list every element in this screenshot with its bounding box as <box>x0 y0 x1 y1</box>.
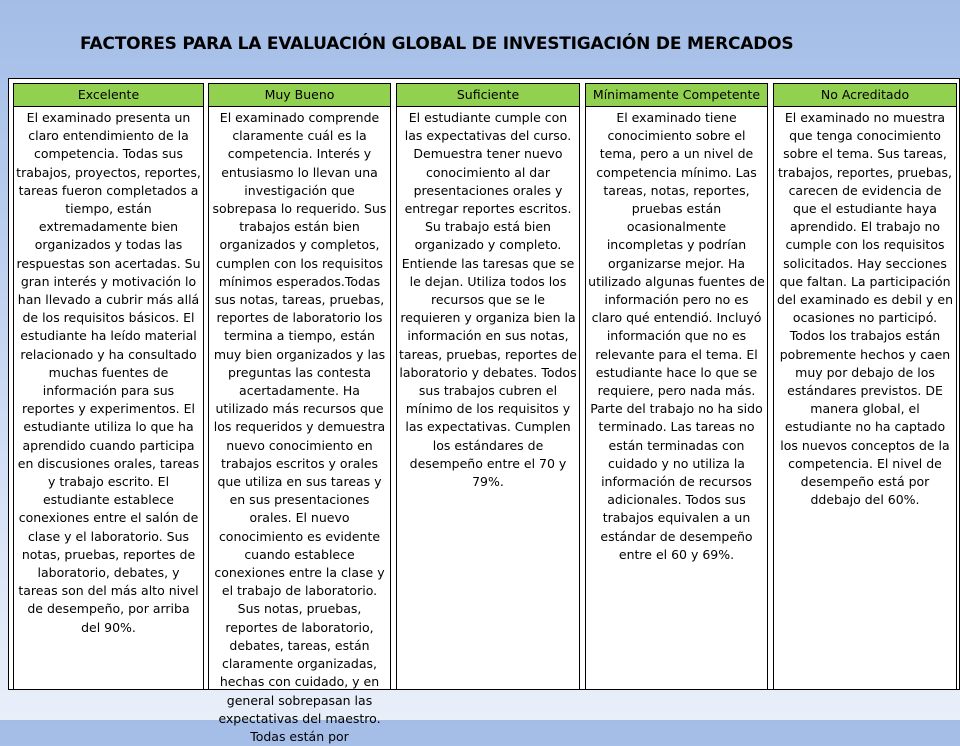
column-description: El examinado no muestra que tenga conocimiento sobre el tema. Sus tareas, trabajos, reportes, pruebas, carecen de evidencia de que el estudiante haya aprendido. El trabajo no cumple con los requisitos solicitados. Hay secciones que faltan. La participación del examinado es debil y en ocasiones no participó. Todos los trabajos están pobremente hechos y caen muy por debajo de los estándares previstos. DE manera global, el estudiante no ha captado los nuevos conceptos de la competencia. El nivel de desempeño está por ddebajo del 60%. <box>776 110 954 508</box>
column-no-acreditado <box>773 83 957 689</box>
column-header: Muy Bueno <box>209 83 390 107</box>
column-header: Excelente <box>14 83 203 107</box>
column-suficiente <box>396 83 580 689</box>
column-description: El examinado comprende claramente cuál es la competencia. Interés y entusiasmo lo llevan una investigación que sobrepasa lo requerido. Sus trabajos están bien organizados y completos, cumplen con los requisitos mínimos esperados.Todas sus notas, tareas, pruebas, reportes de laboratorio los termina a tiempo, están muy bien organizados y las preguntas las contesta acertadamente. Ha utilizado más recursos que los requeridos y demuestra nuevo conocimiento en trabajos escritos y orales que utiliza en sus tareas y en sus presentaciones orales. El nuevo conocimiento es evidente cuando establece conexiones entre la clase y el trabajo de laboratorio. Sus notas, pruebas, reportes de laboratorio, debates, tareas, están claramente organizadas, hechas con cuidado, y en general sobrepasan las expectativas del maestro. Todas están por <box>212 110 387 744</box>
column-header: Suficiente <box>397 83 579 107</box>
column-description: El examinado tiene conocimiento sobre el tema, pero a un nivel de competencia mínimo. Las tareas, notas, reportes, pruebas están ocasionalmente incompletas y podrían organizarse mejor. Ha utilizado algunas fuentes de información pero no es claro qué entendió. Incluyó información que no es relevante para el tema. El estudiante hace lo que se requiere, pero nada más. Parte del trabajo no ha sido terminado. Las tareas no están terminadas con cuidado y no utiliza la información de recursos adicionales. Todos sus trabajos equivalen a un estándar de desempeño entre el 60 y 69%. <box>588 110 765 562</box>
column-header: No Acreditado <box>774 83 956 107</box>
page-title: FACTORES PARA LA EVALUACIÓN GLOBAL DE INVESTIGACIÓN DE MERCADOS <box>80 34 794 54</box>
column-description: El estudiante cumple con las expectativas del curso. Demuestra tener nuevo conocimiento al dar presentaciones orales y entregar reportes escritos. Su trabajo está bien organizado y completo. Entiende las taresas que se le dejan. Utiliza todos los recursos que se le requieren y organiza bien la información en sus notas, tareas, pruebas, reportes de laboratorio y debates. Todos sus trabajos cubren el mínimo de los requisitos y las expectativas. Cumplen los estándares de desempeño entre el 70 y 79%. <box>399 110 577 490</box>
column-muy-bueno <box>208 83 391 744</box>
column-header: Mínimamente Competente <box>586 83 767 107</box>
column-description: El examinado presenta un claro entendimiento de la competencia. Todas sus trabajos, proyectos, reportes, tareas fueron completados a tiempo, están extremadamente bien organizados y todas las respuestas son acertadas. Su gran interés y motivación lo han llevado a cubrir más allá de los requisitos básicos. El estudiante ha leído material relacionado y ha consultado muchas fuentes de información para sus reportes y experimentos. El estudiante utiliza lo que ha aprendido cuando participa en discusiones orales, tareas y trabajo escrito. El estudiante establece conexiones entre el salón de clase y el laboratorio. Sus notas, pruebas, reportes de laboratorio, debates, y tareas son del más alto nivel de desempeño, por arriba del 90%. <box>16 110 201 635</box>
rubric-table <box>8 78 960 744</box>
column-minimamente-competente <box>585 83 768 689</box>
column-excelente <box>13 83 204 689</box>
